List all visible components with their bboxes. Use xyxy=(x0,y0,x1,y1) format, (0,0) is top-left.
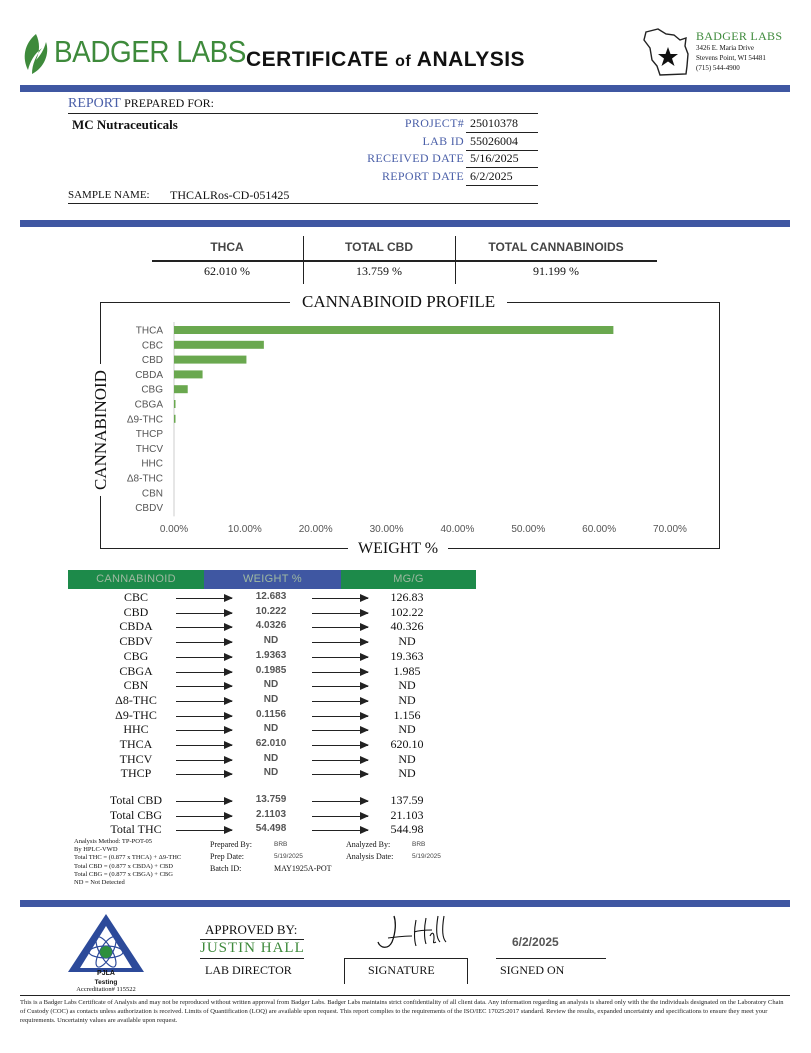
result-name: THCV xyxy=(119,751,153,766)
chart-category-label: Δ9-THC xyxy=(126,414,163,426)
result-name: Total THC xyxy=(110,822,162,836)
result-mgg: 137.59 xyxy=(390,793,424,807)
result-mgg: 1.156 xyxy=(393,707,421,722)
summary-value-total-cannabinoids: 91.199 % xyxy=(533,264,579,278)
approved-by-label: APPROVED BY: xyxy=(205,922,298,937)
arrow-icon xyxy=(176,613,232,614)
certificate-title-main: CERTIFICATE xyxy=(246,48,389,71)
approver-role: LAB DIRECTOR xyxy=(205,963,292,977)
batch-id-label: Batch ID: xyxy=(210,864,242,873)
arrow-icon xyxy=(176,627,232,628)
result-name: Total CBG xyxy=(109,807,163,822)
result-name: CBDA xyxy=(119,619,153,634)
pjla-label: PJLA xyxy=(97,970,115,977)
method-line: By HPLC-VWD xyxy=(74,846,118,854)
chart-bar xyxy=(174,326,613,334)
chart-tick-label: 40.00% xyxy=(440,524,475,535)
arrow-icon xyxy=(312,642,368,643)
certificate-title-end: ANALYSIS xyxy=(416,48,526,71)
arrow-icon xyxy=(176,816,232,817)
lab-address-1: 3426 E. Maria Drive xyxy=(696,44,754,52)
arrow-icon xyxy=(312,716,368,717)
chart-tick-label: 30.00% xyxy=(369,524,404,535)
chart-tick-label: 20.00% xyxy=(298,524,333,535)
chart-category-label: CBDV xyxy=(135,503,163,515)
report-field-label: RECEIVED DATE xyxy=(367,151,464,165)
chart-bar xyxy=(174,400,176,408)
result-weight: 13.759 xyxy=(255,794,287,805)
result-name: CBD xyxy=(123,604,149,619)
result-weight: 12.683 xyxy=(255,591,287,602)
prepared-by-value: BRB xyxy=(274,841,288,848)
lab-phone: (715) 544-4900 xyxy=(696,64,740,72)
result-name: CBN xyxy=(123,678,149,693)
arrow-icon xyxy=(312,627,368,628)
arrow-icon xyxy=(176,701,232,702)
client-name: MC Nutraceuticals xyxy=(72,117,178,132)
report-word: REPORT xyxy=(68,96,121,111)
result-weight: 2.1103 xyxy=(255,808,287,820)
chart-category-label: CBDA xyxy=(135,369,163,381)
result-mgg: 40.326 xyxy=(390,619,424,634)
chart-bar xyxy=(174,341,264,349)
batch-id-value: MAY1925A-POT xyxy=(274,864,332,873)
prep-date-value: 5/19/2025 xyxy=(274,853,303,860)
arrow-icon xyxy=(312,745,368,746)
arrow-icon xyxy=(176,598,232,599)
report-field-value: 5/16/2025 xyxy=(470,151,519,165)
brand-name: BADGER LABS xyxy=(54,34,246,69)
result-mgg: 544.98 xyxy=(390,822,424,836)
report-field-value: 55026004 xyxy=(470,133,518,148)
method-line: Total CBD = (0.877 x CBDA) + CBD xyxy=(74,862,173,870)
report-field-label: LAB ID xyxy=(422,133,464,148)
result-mgg: ND xyxy=(398,766,416,781)
results-header-weight: WEIGHT % xyxy=(204,570,341,589)
arrow-icon xyxy=(312,830,368,831)
arrow-icon xyxy=(312,701,368,702)
arrow-icon xyxy=(312,774,368,775)
arrow-icon xyxy=(176,657,232,658)
result-mgg: 1.985 xyxy=(393,663,421,678)
result-name: CBGA xyxy=(119,663,153,678)
arrow-icon xyxy=(176,716,232,717)
analyzed-by-value: BRB xyxy=(412,841,426,848)
result-name: Total CBD xyxy=(109,793,163,807)
summary-header-total-cbd: TOTAL CBD xyxy=(345,240,413,254)
handwritten-signature xyxy=(366,912,456,958)
chart-tick-label: 10.00% xyxy=(227,524,262,535)
arrow-icon xyxy=(176,774,232,775)
chart-category-label: CBN xyxy=(141,488,163,500)
chart-category-label: HHC xyxy=(141,458,163,470)
lab-name: BADGER LABS xyxy=(696,29,783,43)
chart-tick-label: 0.00% xyxy=(159,524,189,535)
result-name: THCA xyxy=(119,737,153,751)
result-name: Δ8-THC xyxy=(115,692,157,707)
result-name: HHC xyxy=(123,722,149,737)
result-name: Δ9-THC xyxy=(115,707,157,722)
sample-name-value: THCALRos-CD-051425 xyxy=(170,188,290,202)
method-line: Total CBG = (0.877 x CBGA) + CBG xyxy=(74,870,173,878)
result-weight: 62.010 xyxy=(255,738,287,749)
chart-category-label: CBG xyxy=(141,384,163,396)
chart-bar xyxy=(174,415,176,423)
chart-category-label: CBGA xyxy=(134,399,163,411)
result-name: THCP xyxy=(120,766,152,781)
pjla-triangle-icon xyxy=(66,912,146,974)
arrow-icon xyxy=(312,730,368,731)
result-mgg: ND xyxy=(398,692,416,707)
report-field-value: 6/2/2025 xyxy=(470,168,513,183)
chart-category-label: Δ8-THC xyxy=(126,473,163,485)
arrow-icon xyxy=(176,730,232,731)
arrow-icon xyxy=(176,760,232,761)
result-weight: 0.1985 xyxy=(255,664,287,676)
result-weight: ND xyxy=(263,723,279,735)
chart-title: CANNABINOID PROFILE xyxy=(290,292,507,312)
chart-bar xyxy=(174,356,246,364)
result-weight: ND xyxy=(263,752,279,764)
summary-value-thca: 62.010 % xyxy=(204,264,250,278)
approver-underline xyxy=(200,958,304,959)
signed-on-label: SIGNED ON xyxy=(500,963,565,977)
result-mgg: 21.103 xyxy=(390,807,424,822)
pjla-accreditation: Accreditation# 115522 xyxy=(76,986,136,993)
sample-name-label: SAMPLE NAME: xyxy=(68,189,150,201)
result-weight: 0.1156 xyxy=(255,708,287,720)
arrow-icon xyxy=(176,686,232,687)
analysis-date-value: 5/19/2025 xyxy=(412,853,441,860)
chart-tick-label: 70.00% xyxy=(653,524,687,535)
report-field-label: PROJECT# xyxy=(404,116,464,130)
summary-value-total-cbd: 13.759 % xyxy=(356,264,402,278)
chart-xlabel: WEIGHT % xyxy=(348,540,448,558)
result-weight: ND xyxy=(263,679,279,691)
arrow-icon xyxy=(312,598,368,599)
result-name: CBG xyxy=(123,648,149,663)
results-header-cannabinoid: CANNABINOID xyxy=(68,570,204,589)
prepared-for: PREPARED FOR: xyxy=(124,96,215,110)
result-weight: ND xyxy=(263,767,279,779)
result-weight: ND xyxy=(263,635,279,647)
arrow-icon xyxy=(312,657,368,658)
method-line: Analysis Method: TP-POT-05 xyxy=(74,838,153,845)
result-mgg: ND xyxy=(398,751,416,766)
method-line: ND = Not Detected xyxy=(74,879,125,886)
result-weight: ND xyxy=(263,693,279,705)
chart-category-label: THCP xyxy=(135,429,163,441)
arrow-icon xyxy=(312,801,368,802)
arrow-icon xyxy=(176,745,232,746)
arrow-icon xyxy=(176,801,232,802)
signed-date: 6/2/2025 xyxy=(512,935,559,949)
result-mgg: ND xyxy=(398,634,416,649)
arrow-icon xyxy=(176,672,232,673)
chart-category-label: CBD xyxy=(141,355,163,367)
method-line: Total THC = (0.877 x THCA) + Δ9-THC xyxy=(74,854,182,862)
chart-tick-label: 50.00% xyxy=(511,524,546,535)
result-mgg: 102.22 xyxy=(390,604,424,619)
arrow-icon xyxy=(312,672,368,673)
footer-line xyxy=(20,995,790,996)
chart-bar xyxy=(174,385,188,393)
report-field-label: REPORT DATE xyxy=(381,168,464,183)
chart-category-label: THCA xyxy=(135,325,163,337)
arrow-icon xyxy=(312,816,368,817)
signature-label: SIGNATURE xyxy=(368,963,435,977)
chart-ylabel: CANNABINOID xyxy=(91,364,111,496)
result-weight: 4.0326 xyxy=(255,620,287,632)
result-mgg: ND xyxy=(398,678,416,693)
analysis-date-label: Analysis Date: xyxy=(346,852,394,861)
analyzed-by-label: Analyzed By: xyxy=(346,840,391,849)
summary-header-total-cannabinoids: TOTAL CANNABINOIDS xyxy=(488,240,624,254)
lab-address-2: Stevens Point, WI 54481 xyxy=(696,54,766,62)
result-weight: 54.498 xyxy=(255,823,287,834)
arrow-icon xyxy=(176,642,232,643)
result-name: CBC xyxy=(123,590,148,604)
arrow-icon xyxy=(176,830,232,831)
result-weight: 1.9363 xyxy=(255,649,287,661)
signature-hline xyxy=(344,958,468,959)
certificate-title-of: of xyxy=(395,53,412,70)
report-field-value: 25010378 xyxy=(470,116,518,130)
approval-divider xyxy=(20,900,790,907)
signed-date-underline xyxy=(496,958,606,959)
pjla-logo xyxy=(66,912,146,984)
result-mgg: 126.83 xyxy=(390,590,424,604)
arrow-icon xyxy=(312,613,368,614)
arrow-icon xyxy=(312,686,368,687)
chart-category-label: CBC xyxy=(141,340,163,352)
result-mgg: 620.10 xyxy=(390,737,424,751)
chart-bar xyxy=(174,370,203,378)
disclaimer: This is a Badger Labs Certificate of Analysis and may not be reproduced without written approval from Badger Labs. Badger Labs maintains strict confidentiality of all client data. Any information regarding an analysis is shared only with the the individuals designated on the Laboratory Chain of Custody (COC) as contacts unless authorization is received. Limits of Quantification (LOQ) are available upon request. This report complies to the requirements of the ISO/IEC 17025:2017 standard. Review the results, expanded uncertainty and specifications to ensure they meet your requirements. Uncertainty values are available upon request. xyxy=(20,999,784,1024)
chart-tick-label: 60.00% xyxy=(582,524,617,535)
signature-vline-2 xyxy=(467,958,468,984)
result-mgg: 19.363 xyxy=(390,648,424,663)
prepared-by-label: Prepared By: xyxy=(210,840,252,849)
result-name: CBDV xyxy=(119,634,153,649)
chart-category-label: THCV xyxy=(135,443,163,455)
arrow-icon xyxy=(312,760,368,761)
prep-date-label: Prep Date: xyxy=(210,852,244,861)
pjla-testing: Testing xyxy=(94,979,118,986)
signature-vline-1 xyxy=(344,958,345,984)
result-mgg: ND xyxy=(398,722,416,737)
summary-header-thca: THCA xyxy=(210,240,244,254)
results-header-mgg: MG/G xyxy=(341,570,476,589)
approver-name: JUSTIN HALL xyxy=(200,940,305,956)
result-weight: 10.222 xyxy=(255,605,287,617)
